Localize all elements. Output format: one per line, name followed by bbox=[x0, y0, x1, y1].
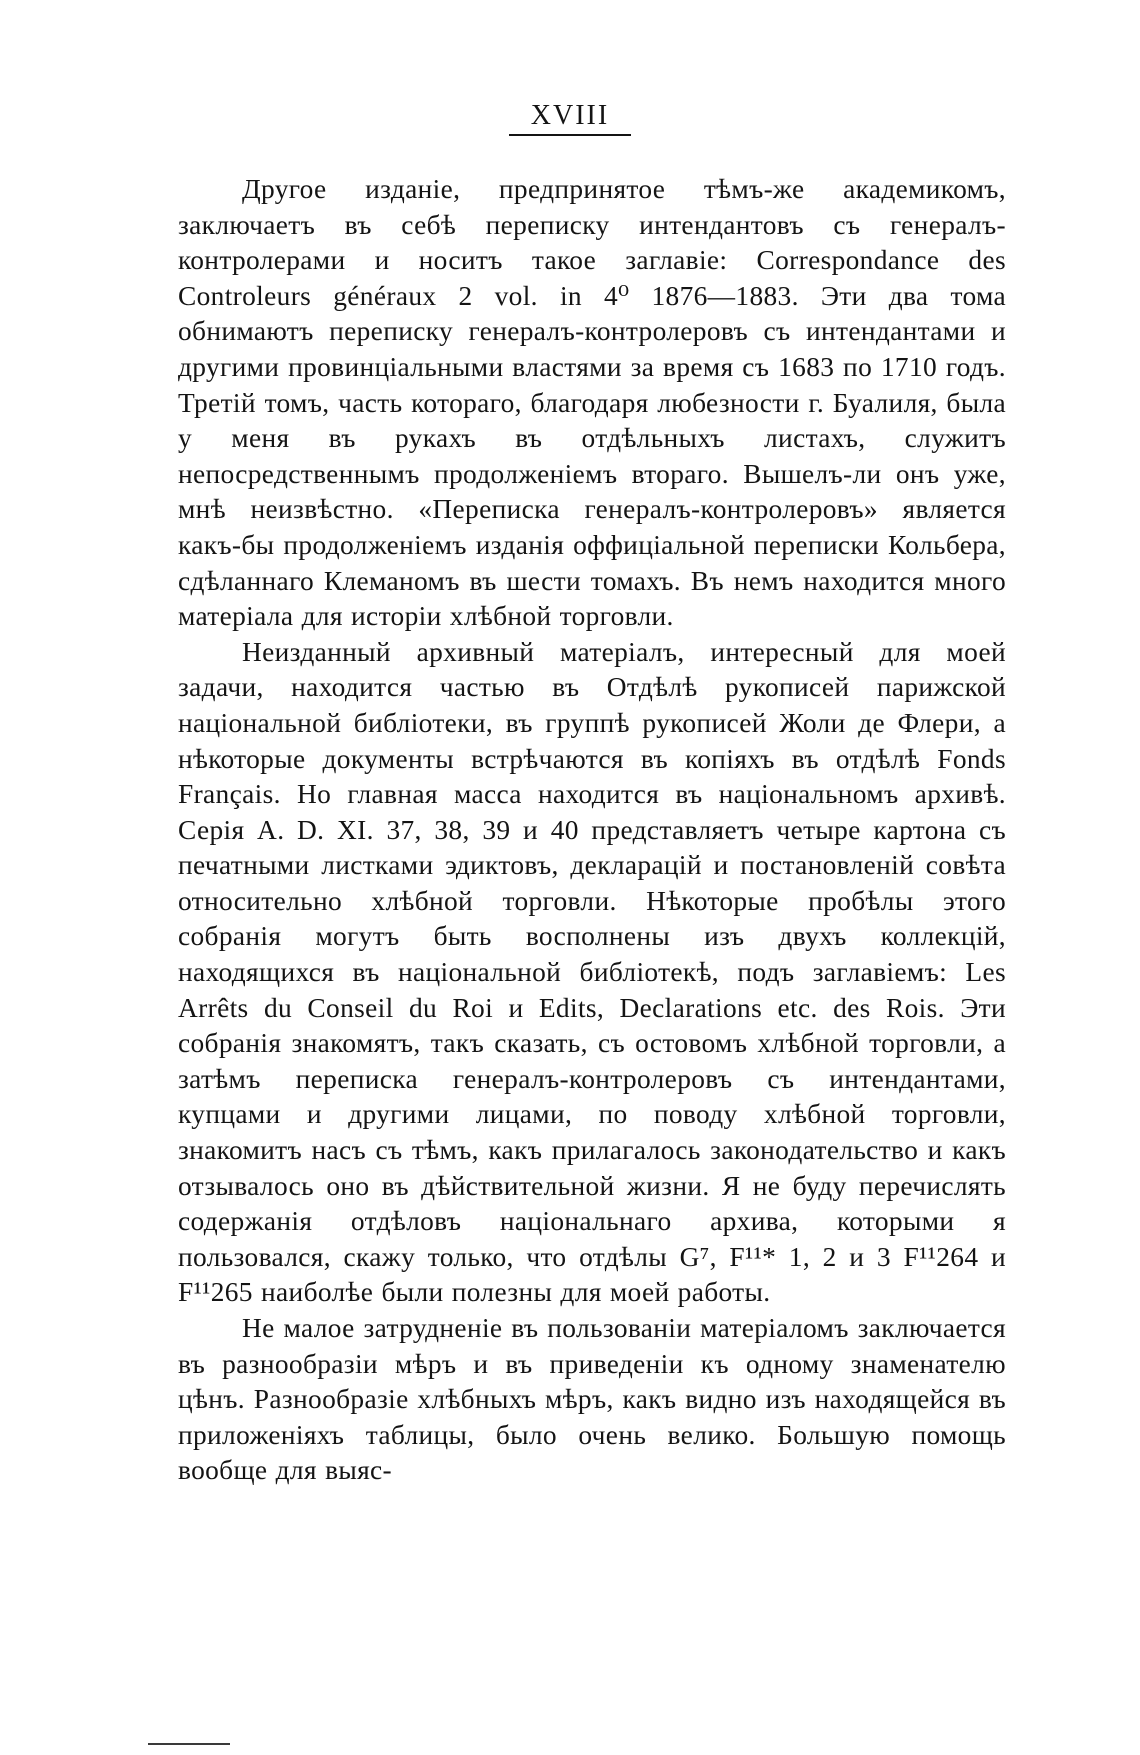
paragraph-3: Не малое затрудненіе въ пользованіи матеріаломъ заключается въ разнообразіи мѣръ и въ приведеніи къ одному знаменателю цѣнъ. Разнообразіе хлѣбныхъ мѣръ, какъ видно изъ находящейся въ приложеніяхъ таблицы, было очень велико. Большую помощь вообще для выяс- bbox=[178, 1313, 1006, 1486]
paragraph-2: Неизданный архивный матеріалъ, интересный для моей задачи, находится частью въ Отдѣлѣ рукописей парижской національной библіотеки, въ группѣ рукописей Жоли де Флери, а нѣкоторые документы встрѣчаются въ копіяхъ въ отдѣлѣ Fonds Français. Но главная масса находится въ національномъ архивѣ. Серія A. D. XI. 37, 38, 39 и 40 представляетъ четыре картона съ печатными листками эдиктовъ, декларацій и постановленій совѣта относительно хлѣбной торговли. Нѣкоторые пробѣлы этого собранія могутъ быть восполнены изъ двухъ коллекцій, находящихся въ національной библіотекѣ, подъ заглавіемъ: Les Arrêts du Conseil du Roi и Edits, Declarations etc. des Rois. Эти собранія знакомятъ, такъ сказать, съ остовомъ хлѣбной торговли, а затѣмъ переписка генералъ-контролеровъ съ интендантами, купцами и другими лицами, по поводу хлѣбной торговли, знакомитъ насъ съ тѣмъ, какъ прилагалось законодательство и какъ отзывалось оно въ дѣйствительной жизни. Я не буду перечислять содержанія отдѣловъ національнаго архива, которыми я пользовался, скажу только, что отдѣлы G⁷, F¹¹* 1, 2 и 3 F¹¹264 и F¹¹265 наиболѣе были полезны для моей работы. bbox=[178, 636, 1006, 1308]
body-text bbox=[178, 172, 1006, 1489]
page-header bbox=[0, 100, 1140, 136]
page-number: XVIII bbox=[509, 100, 631, 136]
footer-rule bbox=[148, 1743, 230, 1745]
paragraph-1: Другое изданіе, предпринятое тѣмъ-же академикомъ, заключаетъ въ себѣ переписку интендантовъ съ генералъ-контролерами и носитъ такое заглавіе: Correspondance des Controleurs généraux 2 vol. in 4⁰ 1876—1883. Эти два тома обнимаютъ переписку генералъ-контролеровъ съ интендантами и другими провинціальными властями за время съ 1683 по 1710 годъ. Третій томъ, часть котораго, благодаря любезности г. Буалиля, была у меня въ рукахъ въ отдѣльныхъ листахъ, служитъ непосредственнымъ продолженіемъ втораго. Вышелъ-ли онъ уже, мнѣ неизвѣстно. «Переписка генералъ-контролеровъ» является какъ-бы продолженіемъ изданія оффиціальной переписки Кольбера, сдѣланнаго Клеманомъ въ шести томахъ. Въ немъ находится много матеріала для исторіи хлѣбной торговли. bbox=[178, 174, 1006, 632]
